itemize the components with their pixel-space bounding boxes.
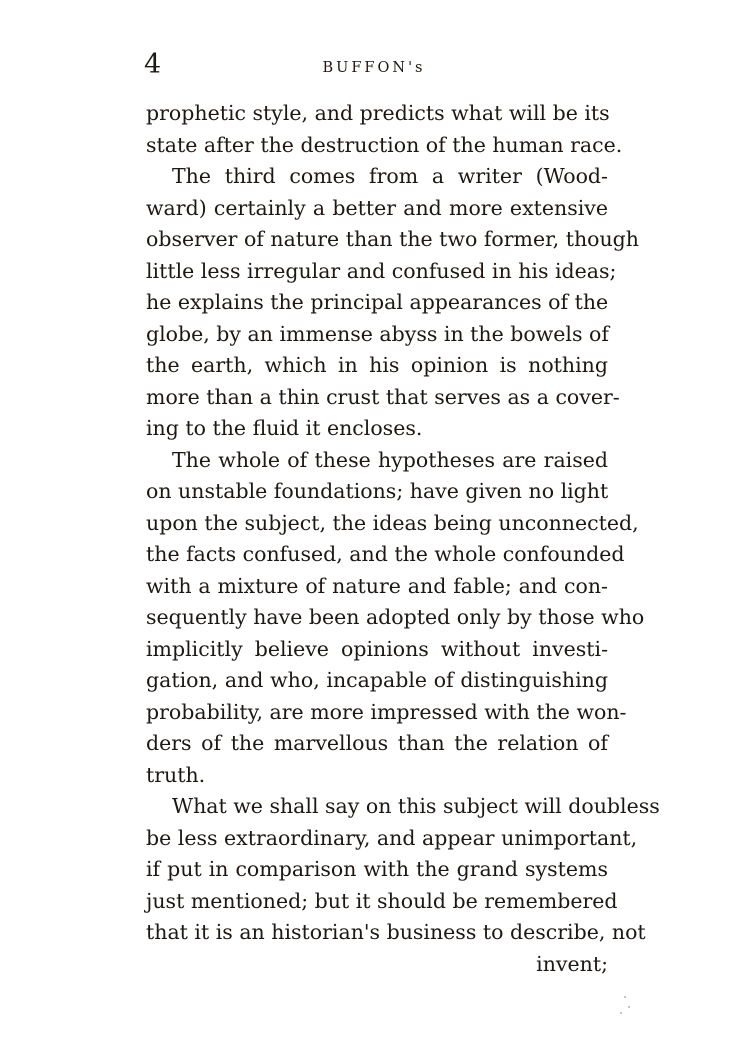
text-line: globe, by an immense abyss in the bowels of [146, 321, 609, 346]
text-line: probability, are more impressed with the won- [146, 699, 627, 724]
text-line: ing to the fluid it encloses. [146, 416, 423, 440]
text-line: be less extraordinary, and appear unimportant, [146, 825, 638, 850]
text-line: the earth, which in his opinion is nothing [146, 353, 608, 377]
text-line: What we shall say on this subject will doubless [172, 794, 660, 818]
text-line: if put in comparison with the grand systems [146, 857, 608, 881]
text-line: ward) certainly a better and more extensive [146, 195, 608, 220]
text-line: more than a thin crust that serves as a cover- [146, 384, 620, 409]
text-line: that it is an historian's business to describe, not [146, 920, 646, 944]
text-line: state after the destruction of the human race. [146, 132, 623, 157]
text-line: sequently have been adopted only by those who [146, 605, 645, 629]
text-line: he explains the principal appearances of the [146, 290, 609, 314]
text-line: with a mixture of nature and fable; and con- [146, 573, 608, 598]
text-line: just mentioned; but it should be remembered [146, 888, 618, 913]
text-line: truth. [146, 762, 206, 787]
text-line: The third comes from a writer (Wood- [172, 164, 608, 188]
text-line: The whole of these hypotheses are raised [172, 447, 608, 472]
text-line: gation, and who, incapable of distinguishing [146, 668, 608, 692]
text-line: upon the subject, the ideas being unconnected, [146, 510, 639, 535]
body-text [146, 98, 660, 980]
page-number: 4 [144, 49, 162, 80]
running-head: BUFFON's [322, 60, 426, 76]
text-line: prophetic style, and predicts what will be its [146, 101, 610, 125]
page-header [144, 50, 604, 84]
text-line: ders of the marvellous than the relation of [146, 731, 608, 755]
text-line: the facts confused, and the whole confounded [146, 542, 625, 566]
text-line: implicitly believe opinions without investi- [146, 636, 608, 661]
paper-speck [628, 1006, 630, 1008]
text-line: little less irregular and confused in his ideas; [146, 258, 617, 283]
text-line: on unstable foundations; have given no light [146, 479, 609, 503]
text-line: observer of nature than the two former, though [146, 227, 640, 251]
paper-speck [624, 996, 626, 998]
paper-speck [620, 1012, 622, 1014]
text-line: invent; [536, 951, 608, 976]
